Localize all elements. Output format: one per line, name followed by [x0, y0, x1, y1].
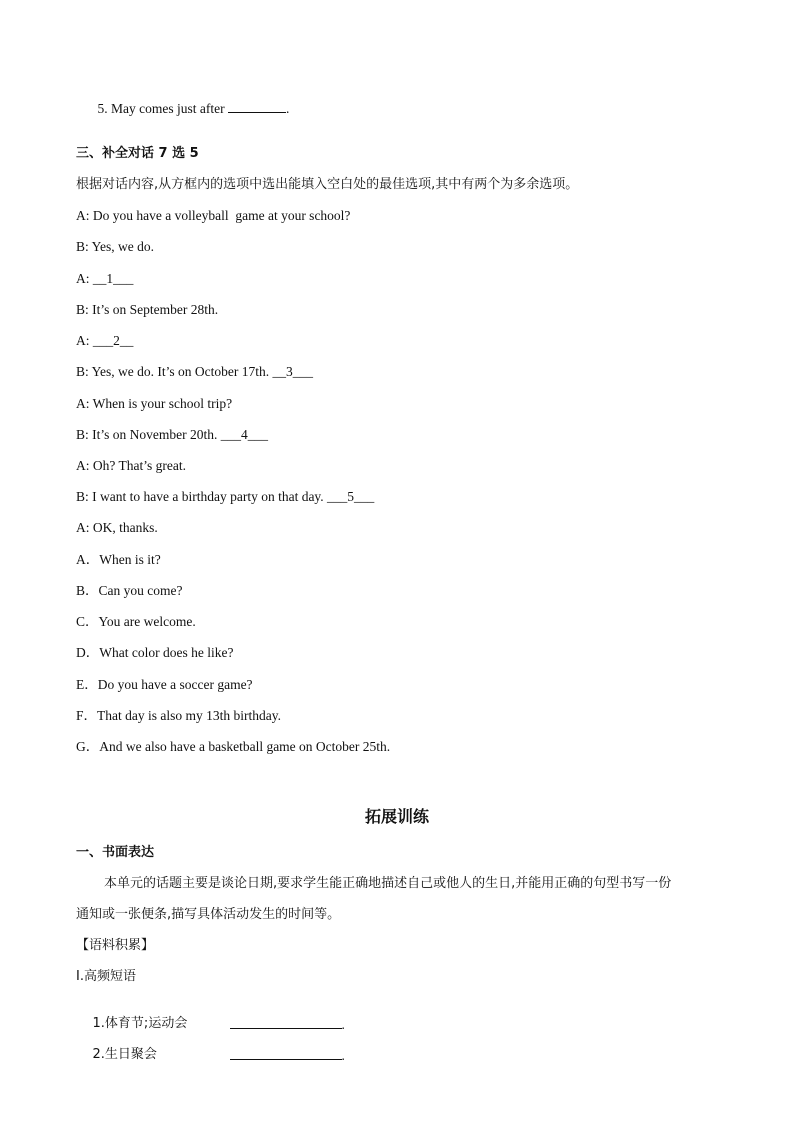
option-g: G．And we also have a basketball game on October 25th. — [76, 739, 391, 754]
option-f: F．That day is also my 13th birthday. — [76, 708, 281, 723]
dialogue-line: A: __1___ — [76, 271, 134, 286]
paragraph-line-2: 通知或一张便条,描写具体活动发生的时间等。 — [76, 907, 341, 922]
question-5-text: 5. May comes just after — [97, 101, 228, 116]
section-3-instruction: 根据对话内容,从方框内的选项中选出能填入空白处的最佳选项,其中有两个为多余选项。 — [76, 177, 579, 192]
phrase-label: 1.体育节;运动会 — [92, 1016, 188, 1031]
extension-heading: 一、书面表达 — [76, 845, 155, 860]
option-d: D．What color does he like? — [76, 645, 234, 660]
option-c: C．You are welcome. — [76, 614, 196, 629]
phrase-end: . — [341, 1048, 345, 1063]
answer-blank — [228, 100, 286, 113]
section-3-heading: 三、补全对话 7 选 5 — [76, 146, 199, 161]
answer-blank — [230, 1047, 342, 1060]
dialogue-line: B: It’s on November 20th. ___4___ — [76, 427, 268, 442]
phrases-heading: Ⅰ.高频短语 — [76, 969, 136, 984]
phrase-end: . — [341, 1017, 345, 1032]
question-5 — [84, 84, 289, 133]
dialogue-line: B: Yes, we do. — [76, 239, 155, 254]
dialogue-line: B: It’s on September 28th. — [76, 302, 219, 317]
paragraph-line-1: 本单元的话题主要是谈论日期,要求学生能正确地描述自己或他人的生日,并能用正确的句型书写一份 — [104, 876, 672, 891]
dialogue-line: B: Yes, we do. It’s on October 17th. __3___ — [76, 364, 313, 379]
option-e: E．Do you have a soccer game? — [76, 677, 253, 692]
option-b: B．Can you come? — [76, 583, 183, 598]
extension-title: 拓展训练 — [364, 807, 429, 826]
question-5-end: . — [285, 101, 290, 116]
phrase-answer-2 — [216, 1031, 345, 1080]
dialogue-line: A: OK, thanks. — [76, 520, 158, 535]
phrase-item-2 — [76, 1031, 157, 1079]
corpus-heading: 【语料积累】 — [76, 938, 155, 953]
dialogue-line: B: I want to have a birthday party on that day. ___5___ — [76, 489, 375, 504]
dialogue-line: A: When is your school trip? — [76, 396, 233, 411]
dialogue-line: A: Oh? That’s great. — [76, 458, 186, 473]
answer-blank — [230, 1016, 342, 1029]
dialogue-line: A: Do you have a volleyball game at your school? — [76, 208, 351, 223]
phrase-label: 2.生日聚会 — [92, 1047, 157, 1062]
dialogue-line: A: ___2__ — [76, 333, 134, 348]
option-a: A．When is it? — [76, 552, 161, 567]
